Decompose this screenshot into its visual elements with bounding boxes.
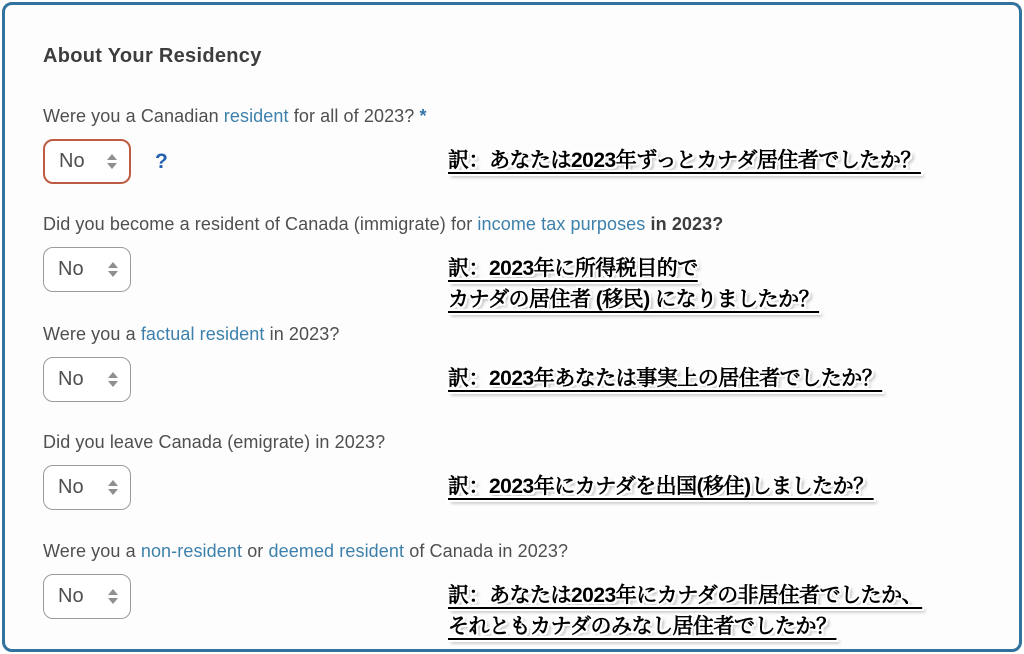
question-control <box>43 247 131 292</box>
arrow-down-icon <box>108 381 118 387</box>
arrow-down-icon <box>108 271 118 277</box>
select-emigrate[interactable] <box>43 465 131 510</box>
arrow-up-icon <box>108 480 118 486</box>
select-arrows-icon <box>108 262 118 277</box>
term-link[interactable]: deemed resident <box>268 541 405 561</box>
arrow-down-icon <box>107 163 117 169</box>
question-label <box>43 214 1011 235</box>
question-control <box>43 465 131 510</box>
jp-translation-line <box>448 285 819 316</box>
select-arrows-icon <box>108 589 118 604</box>
question-row <box>43 541 1011 645</box>
question-row <box>43 214 1011 318</box>
question-control <box>43 574 131 619</box>
jp-translation-text: 訳：2023年あなたは事実上の居住者でしたか？ <box>448 367 883 390</box>
select-non-resident[interactable] <box>43 574 131 619</box>
question-row <box>43 106 1011 210</box>
select-value: No <box>58 368 84 390</box>
label-text: in 2023? <box>650 214 724 234</box>
jp-translation <box>448 146 921 177</box>
select-canadian-resident[interactable] <box>43 139 131 184</box>
question-label <box>43 432 1011 453</box>
label-text: Were you a Canadian <box>43 106 224 126</box>
question-control <box>43 139 168 184</box>
label-text: Did you become a resident of Canada (immigrate) for <box>43 214 478 234</box>
select-value: No <box>59 150 85 172</box>
label-text: for all of 2023? <box>288 106 415 126</box>
select-immigrate[interactable] <box>43 247 131 292</box>
term-link[interactable]: non-resident <box>140 541 243 561</box>
label-text: Were you a <box>43 324 141 344</box>
question-label <box>43 106 1011 127</box>
help-icon[interactable]: ? <box>155 149 168 173</box>
select-value: No <box>58 476 84 498</box>
jp-translation <box>448 472 874 503</box>
label-text: or <box>242 541 269 561</box>
jp-translation-text: それともカナダのみなし居住者でしたか？ <box>448 615 837 638</box>
question-label <box>43 324 1011 345</box>
form-panel <box>2 2 1022 652</box>
jp-translation-text: 訳：2023年にカナダを出国(移住)しましたか？ <box>448 475 874 498</box>
jp-translation <box>448 254 819 316</box>
arrow-down-icon <box>108 598 118 604</box>
question-row <box>43 432 1011 536</box>
arrow-down-icon <box>108 489 118 495</box>
label-text: of Canada in 2023? <box>404 541 569 561</box>
arrow-up-icon <box>108 262 118 268</box>
section-title: About Your Residency <box>43 45 262 67</box>
term-link[interactable]: income tax purposes <box>477 214 646 234</box>
select-arrows-icon <box>107 154 117 169</box>
term-link[interactable]: resident <box>223 106 289 126</box>
jp-translation-line <box>448 472 874 503</box>
jp-translation-line <box>448 581 922 612</box>
question-row <box>43 324 1011 428</box>
label-text: Were you a <box>43 541 141 561</box>
select-arrows-icon <box>108 372 118 387</box>
jp-translation-line <box>448 146 921 177</box>
jp-translation-text: 訳：あなたは2023年にカナダの非居住者でしたか、 <box>448 584 923 607</box>
jp-translation <box>448 364 882 395</box>
select-value: No <box>58 585 84 607</box>
label-text: * <box>414 106 427 126</box>
arrow-up-icon <box>108 372 118 378</box>
label-text: Did you leave Canada (emigrate) in 2023? <box>43 432 386 452</box>
question-control <box>43 357 131 402</box>
label-text: in 2023? <box>264 324 340 344</box>
select-value: No <box>58 258 84 280</box>
jp-translation-line <box>448 364 882 395</box>
jp-translation-text: 訳：2023年に所得税目的で <box>448 257 698 280</box>
question-label <box>43 541 1011 562</box>
arrow-up-icon <box>107 154 117 160</box>
arrow-up-icon <box>108 589 118 595</box>
select-arrows-icon <box>108 480 118 495</box>
term-link[interactable]: factual resident <box>140 324 265 344</box>
jp-translation-text: 訳：あなたは2023年ずっとカナダ居住者でしたか？ <box>448 149 921 172</box>
jp-translation-text: カナダの居住者 (移民) になりましたか？ <box>448 288 820 311</box>
jp-translation <box>448 581 922 643</box>
select-factual-resident[interactable] <box>43 357 131 402</box>
jp-translation-line <box>448 254 819 285</box>
jp-translation-line <box>448 612 922 643</box>
